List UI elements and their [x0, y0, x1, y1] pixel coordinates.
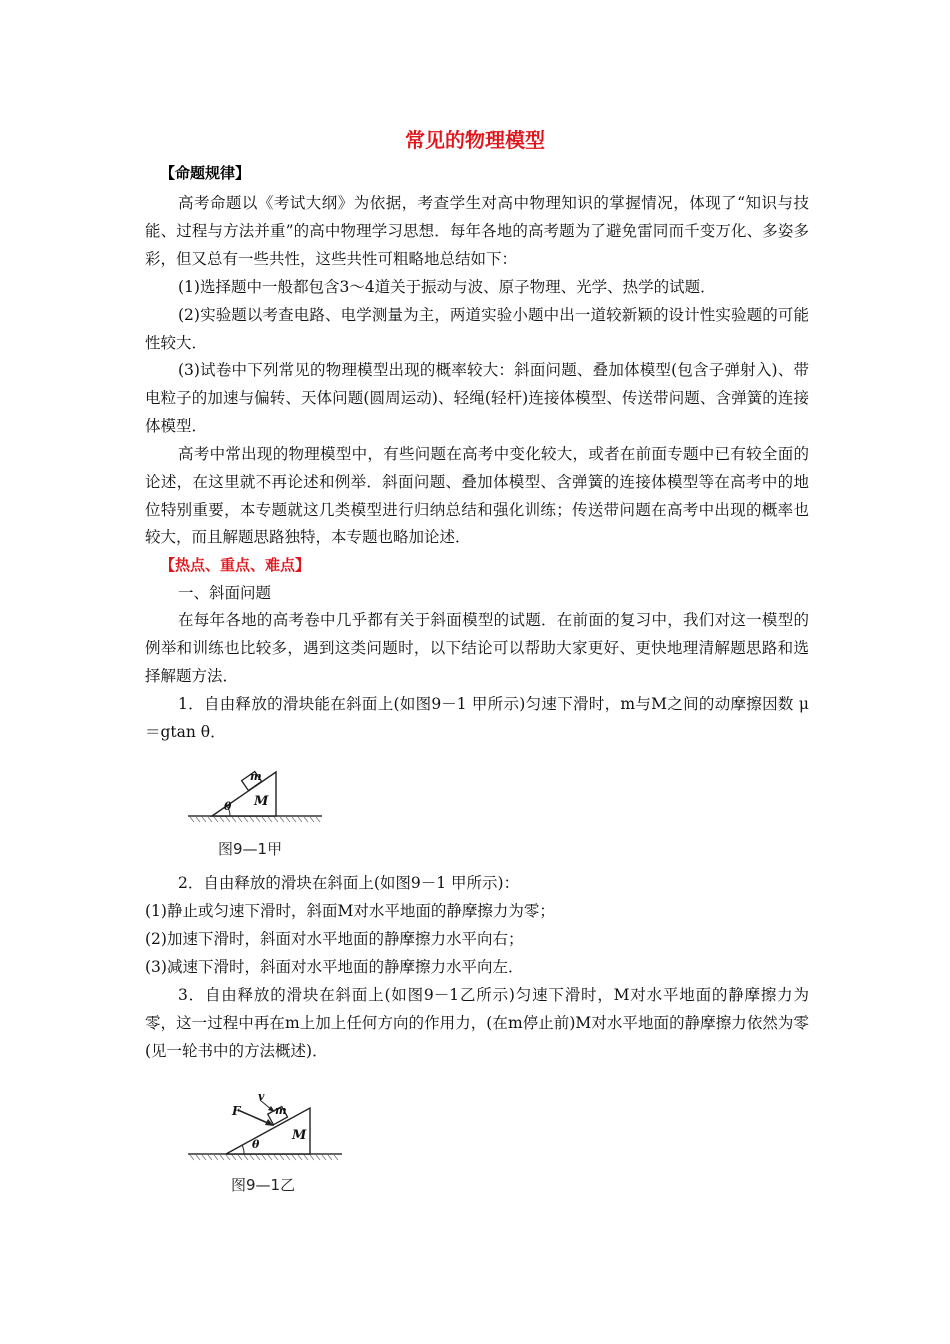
figure-incline-b — [186, 1090, 346, 1166]
intro-paragraph: 高考命题以《考试大纲》为依据，考查学生对高中物理知识的掌握情况，体现了“知识与技能、过程与方法并重”的高中物理学习思想．每年各地的高考题为了避免雷同而千变万化、多姿多彩，但又总有一些共性，这些共性可粗略地总结如下： — [145, 194, 809, 268]
point-2: 2．自由释放的滑块在斜面上(如图9－1 甲所示)： — [178, 874, 520, 892]
force-label: F — [232, 1104, 241, 1118]
section-heading-rules: 【命题规律】 — [160, 164, 251, 182]
block-label: m — [275, 1104, 287, 1117]
figure-caption-b: 图9—1乙 — [231, 1176, 296, 1194]
block-label: m — [250, 770, 262, 783]
incline-label: M — [254, 794, 269, 809]
point-2-item-2: (2)加速下滑时，斜面对水平地面的静摩擦力水平向右； — [145, 930, 524, 948]
subsection-title: 一、斜面问题 — [178, 584, 272, 602]
point-2-item-1: (1)静止或匀速下滑时，斜面M对水平地面的静摩擦力为零； — [145, 902, 555, 920]
rule-item-1: (1)选择题中一般都包含3～4道关于振动与波、原子物理、光学、热学的试题． — [178, 278, 716, 296]
incline-intro-paragraph: 在每年各地的高考卷中几乎都有关于斜面模型的试题．在前面的复习中，我们对这一模型的例举和训练也比较多，遇到这类问题时，以下结论可以帮助大家更好、更快地理清解题思路和选择解题方法． — [145, 611, 809, 685]
angle-label: θ — [224, 800, 232, 813]
point-2-item-3: (3)减速下滑时，斜面对水平地面的静摩擦力水平向左． — [145, 958, 524, 976]
section-heading-hotspots: 【热点、重点、难点】 — [160, 556, 311, 574]
figure-incline-a — [186, 758, 326, 828]
angle-label: θ — [252, 1138, 260, 1151]
point-3: 3．自由释放的滑块在斜面上(如图9－1乙所示)匀速下滑时，M对水平地面的静摩擦力为零，这一过程中再在m上加上任何方向的作用力，(在m停止前)M对水平地面的静摩擦力依然为零(见一轮书中的方法概述)． — [145, 986, 809, 1060]
figure-caption-a: 图9—1甲 — [218, 840, 283, 858]
page-title: 常见的物理模型 — [405, 128, 545, 152]
summary-paragraph: 高考中常出现的物理模型中，有些问题在高考中变化较大，或者在前面专题中已有较全面的论述，在这里就不再论述和例举．斜面问题、叠加体模型、含弹簧的连接体模型等在高考中的地位特别重要，本专题就这几类模型进行归纳总结和强化训练；传送带问题在高考中出现的概率也较大，而且解题思路独特，本专题也略加论述． — [145, 445, 809, 547]
rule-item-3: (3)试卷中下列常见的物理模型出现的概率较大：斜面问题、叠加体模型(包含子弹射入)、带电粒子的加速与偏转、天体问题(圆周运动)、轻绳(轻杆)连接体模型、传送带问题、含弹簧的连接体模型． — [145, 361, 809, 435]
velocity-label: v — [258, 1090, 265, 1103]
point-1: 1．自由释放的滑块能在斜面上(如图9－1 甲所示)匀速下滑时，m与M之间的动摩擦因数 μ＝gtan θ． — [145, 695, 809, 741]
incline-label: M — [292, 1128, 307, 1143]
rule-item-2: (2)实验题以考查电路、电学测量为主，两道实验小题中出一道较新颖的设计性实验题的可能性较大． — [145, 306, 809, 352]
